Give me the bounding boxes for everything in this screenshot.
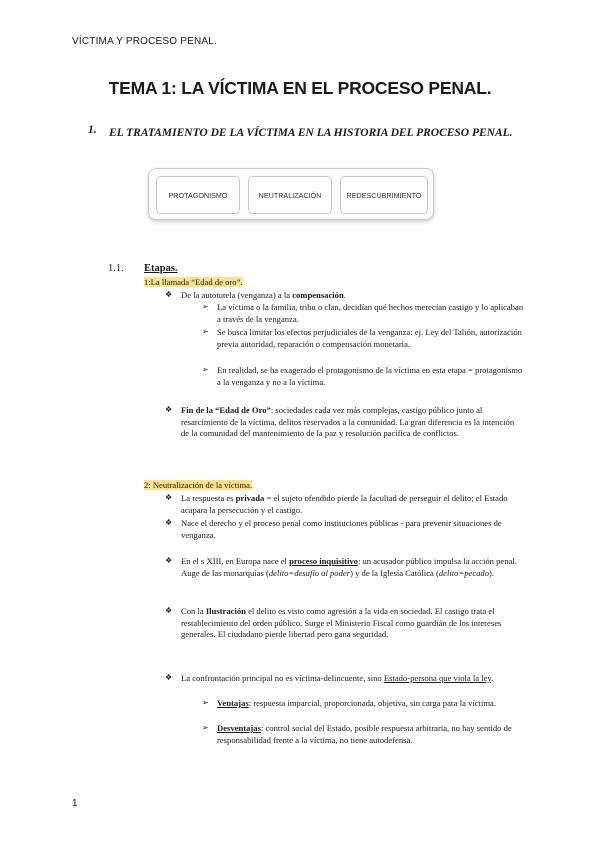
stage-2-bullet-3: En el s XIII, en Europa nace el proceso inquisitivo: un acusador público impulsa la acción penal. Auge de las monarquías (delito=desafío al poder) y de la Iglesia Católica (delito=pecado). [181,556,517,578]
section-title: EL TRATAMIENTO DE LA VÍCTIMA EN LA HISTORIA DEL PROCESO PENAL. [109,127,513,139]
stage-2-label: 2: Neutralización de la víctima. [144,480,253,490]
stage-2-bullet-4: Con la Ilustración el delito es visto como agresión a la vida en sociedad. El castigo trata el restablecimiento del orden público. Surge el Ministerio Fiscal como guardián de los intereses generales. El ciudadano pierde libertad pero gana seguridad. [181,606,502,639]
stage-2-ventajas: Ventajas: respuesta imparcial, proporcionada, objetiva, sin carga para la víctima. [217,698,496,708]
diagram-box-redescubrimiento: REDESCUBRIMIENTO [340,176,428,214]
diamond-bullet-icon: ❖ [165,518,173,527]
stage-2-bullet-2: Nace el derecho y el proceso penal como instituciones públicas - para prevenir situaciones de venganza. [181,518,502,540]
stages-diagram [148,168,434,220]
stage-1-subpoint-3: En realidad, se ha exagerado el protagonismo de la víctima en esta etapa = protagonismo a la venganza y no a la víctima. [217,365,523,387]
page-title: TEMA 1: LA VÍCTIMA EN EL PROCESO PENAL. [108,78,492,98]
arrow-bullet-icon: ➢ [202,327,209,336]
diamond-bullet-icon: ❖ [165,556,173,565]
stage-1-bullet-1: De la autotutela (venganza) a la compensación. [181,290,346,300]
diagram-box-neutralizacion: NEUTRALIZACIÓN [248,176,332,214]
diamond-bullet-icon: ❖ [165,493,173,502]
running-header: VÍCTIMA Y PROCESO PENAL. [72,36,218,47]
diamond-bullet-icon: ❖ [165,290,173,299]
stage-2-desventajas: Desventajas: control social del Estado, posible respuesta arbitraria, no hay sentido de responsabilidad frente a la víctima, no tiene autodefensa. [217,723,512,745]
arrow-bullet-icon: ➢ [202,698,209,707]
diamond-bullet-icon: ❖ [165,673,173,682]
stage-1-label: 1:La llamada “Edad de oro”. [144,277,243,287]
stage-2-bullet-1: La respuesta es privada = el sujeto ofendido pierde la facultad de perseguir el delito; el Estado acapara la persecución y el castigo. [181,493,508,515]
stage-2-bullet-5: La confrontación principal no es víctima-delincuente, sino Estado-persona que viola la ley. [181,673,494,683]
diagram-box-protagonismo: PROTAGONISMO [156,176,240,214]
subsection-title: Etapas. [144,263,178,274]
stage-1-subpoint-2: Se busca limitar los efectos perjudiciales de la venganza: ej. Ley del Talión, autorización previa autoridad, reparación o compensación monetaria. [217,327,522,349]
stage-1-bullet-2: Fin de la “Edad de Oro”: sociedades cada vez más complejas, castigo público junto al resarcimiento de la víctima, delitos reservados a la comunidad. La gran diferencia es la intención de la comunidad del mantenimiento de la paz y resolución pacífica de conflictos. [181,405,515,438]
diamond-bullet-icon: ❖ [165,606,173,615]
arrow-bullet-icon: ➢ [202,302,209,311]
diamond-bullet-icon: ❖ [165,405,173,414]
section-number: 1. [88,124,97,136]
page-number: 1 [72,798,78,809]
subsection-number: 1.1. [108,263,124,274]
arrow-bullet-icon: ➢ [202,723,209,732]
stage-1-subpoint-1: La víctima o la familia, tribu o clan, decidían qué hechos merecían castigo y lo aplicaban a través de la venganza. [217,302,524,324]
arrow-bullet-icon: ➢ [202,365,209,374]
